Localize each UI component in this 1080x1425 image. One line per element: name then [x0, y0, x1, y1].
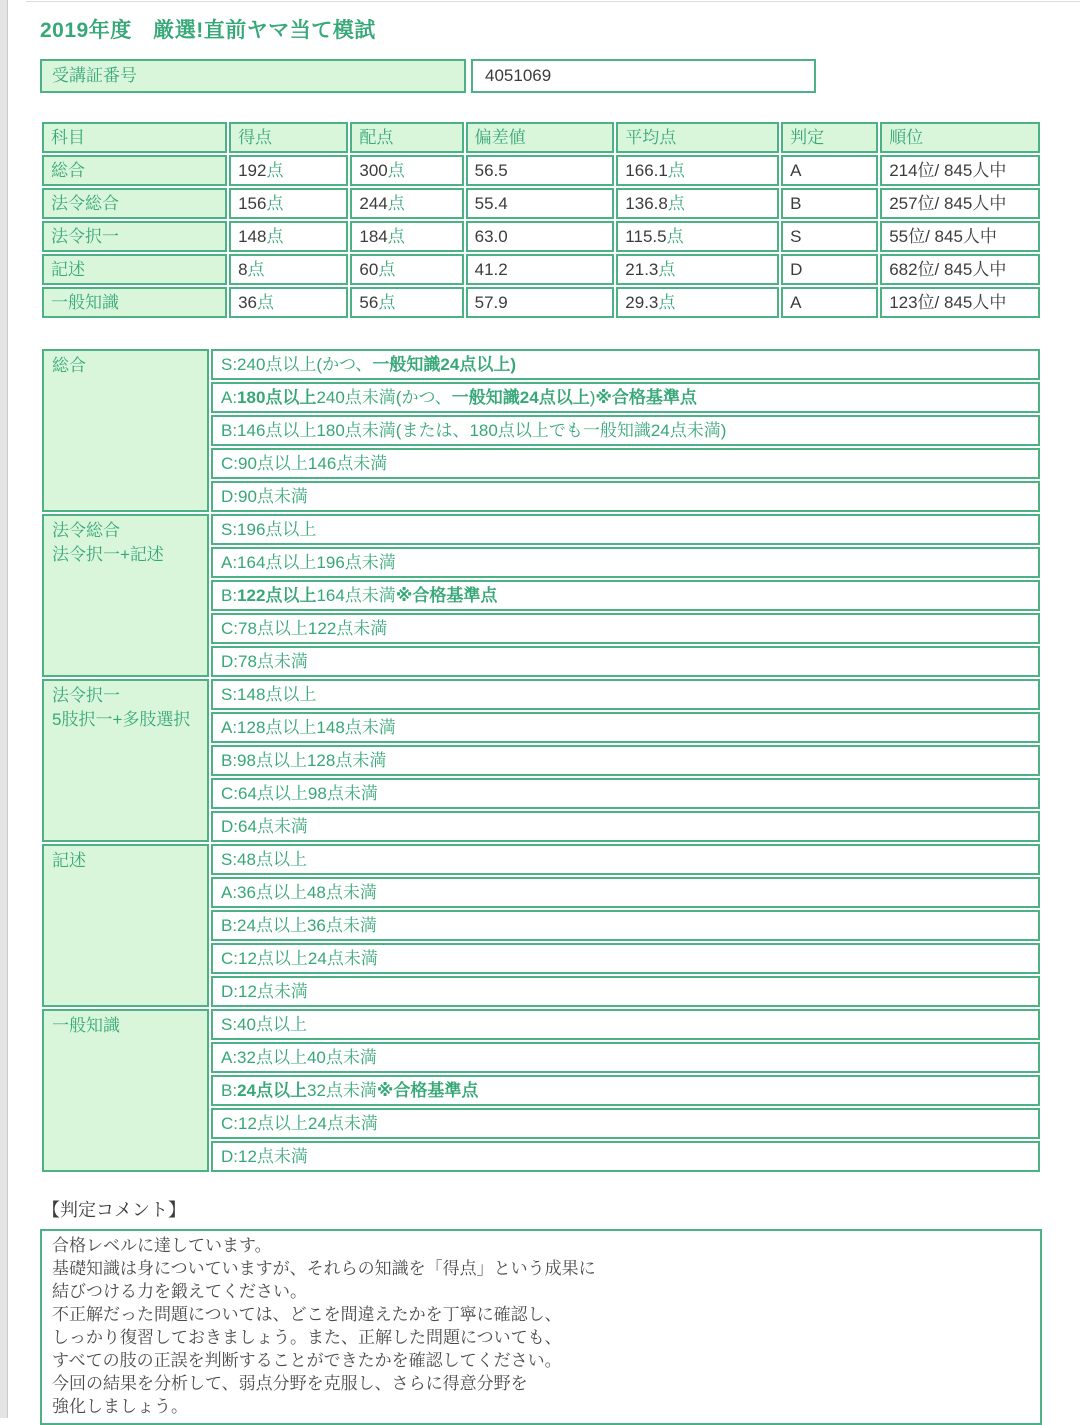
max-score-cell — [350, 254, 463, 285]
criteria-section-label — [42, 679, 209, 842]
average-cell-number: 166.1 — [625, 161, 668, 180]
criteria-text-cell — [211, 1042, 1040, 1073]
criteria-text-segment: S:240点以上(かつ、 — [221, 355, 373, 374]
criteria-row — [42, 349, 1040, 380]
score-column-header: 偏差値 — [466, 122, 615, 153]
max-score-cell — [350, 155, 463, 186]
score-row — [42, 287, 1040, 318]
max-score-cell-number: 56 — [359, 293, 379, 312]
average-cell-number: 21.3 — [625, 260, 659, 279]
criteria-text-cell — [211, 811, 1040, 842]
criteria-text-cell — [211, 349, 1040, 380]
score-cell — [229, 254, 348, 285]
criteria-text-cell — [211, 448, 1040, 479]
score-row — [42, 254, 1040, 285]
subject-cell: 総合 — [42, 155, 227, 186]
criteria-text-segment: S:196点以上 — [221, 520, 317, 539]
criteria-section-label — [42, 514, 209, 677]
score-cell-number: 36 — [238, 293, 257, 312]
criteria-text-segment: ) — [589, 388, 596, 407]
comment-line: 今回の結果を分析して、弱点分野を克服し、さらに得意分野を — [52, 1374, 528, 1393]
max-score-cell-unit: 点 — [378, 293, 396, 312]
criteria-text-segment: D:12点未満 — [221, 1147, 308, 1166]
max-score-cell-number: 60 — [359, 260, 379, 279]
score-column-header: 配点 — [350, 122, 463, 153]
criteria-text-cell — [211, 712, 1040, 743]
criteria-text-cell — [211, 679, 1040, 710]
deviation-cell: 55.4 — [466, 188, 615, 219]
comment-line: 強化しましょう。 — [52, 1397, 188, 1416]
criteria-text-cell — [211, 877, 1040, 908]
criteria-row — [42, 514, 1040, 545]
criteria-text-segment: D:12点未満 — [221, 982, 308, 1001]
criteria-text-segment: ※合格基準点 — [395, 586, 498, 605]
grade-cell: A — [781, 155, 878, 186]
max-score-cell-unit: 点 — [387, 194, 405, 213]
criteria-row — [42, 1009, 1040, 1040]
criteria-text-cell — [211, 745, 1040, 776]
comment-heading: 【判定コメント】 — [42, 1200, 186, 1220]
criteria-text-segment: C:78点以上122点未満 — [221, 619, 388, 638]
criteria-section-label-line: 法令択一 — [52, 686, 120, 705]
criteria-text-segment: ※合格基準点 — [376, 1081, 479, 1100]
score-row — [42, 221, 1040, 252]
deviation-cell: 57.9 — [466, 287, 615, 318]
criteria-text-segment: A:36点以上48点未満 — [221, 883, 377, 902]
average-cell-number: 115.5 — [625, 227, 667, 246]
criteria-section-label-line: 法令択一+記述 — [52, 545, 164, 564]
score-column-header: 順位 — [880, 122, 1040, 153]
criteria-section-label — [42, 1009, 209, 1172]
average-cell — [616, 221, 779, 252]
criteria-text-cell — [211, 1108, 1040, 1139]
criteria-text-segment: D:90点未満 — [221, 487, 308, 506]
average-cell-unit: 点 — [666, 227, 684, 246]
criteria-text-segment: C:12点以上24点未満 — [221, 949, 378, 968]
score-cell-unit: 点 — [256, 293, 274, 312]
deviation-cell: 63.0 — [466, 221, 615, 252]
score-table-header-row — [42, 122, 1040, 153]
max-score-cell-number: 184 — [359, 227, 388, 246]
comment-line: 不正解だった問題については、どこを間違えたかを丁寧に確認し、 — [52, 1305, 562, 1324]
criteria-text-cell — [211, 547, 1040, 578]
comment-line: 結びつける力を鍛えてください。 — [52, 1282, 307, 1301]
criteria-section-label-line: 記述 — [52, 851, 86, 870]
criteria-text-segment: S:148点以上 — [221, 685, 317, 704]
criteria-text-segment: ※合格基準点 — [595, 388, 697, 407]
average-cell-unit: 点 — [667, 194, 685, 213]
criteria-text-cell — [211, 778, 1040, 809]
score-cell-number: 156 — [238, 194, 267, 213]
average-cell-unit: 点 — [658, 293, 676, 312]
criteria-text-cell — [211, 976, 1040, 1007]
subject-cell: 記述 — [42, 254, 227, 285]
criteria-row — [42, 679, 1040, 710]
criteria-text-segment: A:32点以上40点未満 — [221, 1048, 377, 1067]
criteria-text-segment: C:12点以上24点未満 — [221, 1114, 378, 1133]
criteria-section-label — [42, 349, 209, 512]
rank-cell: 55位/ 845人中 — [880, 221, 1040, 252]
criteria-section-label-line: 一般知識 — [52, 1016, 120, 1035]
criteria-text-segment: 32点未満 — [306, 1081, 377, 1100]
comment-line: すべての肢の正誤を判断することができたかを確認してください。 — [52, 1351, 562, 1370]
student-number-label: 受講証番号 — [40, 59, 466, 93]
criteria-text-cell — [211, 1075, 1040, 1106]
criteria-text-cell — [211, 514, 1040, 545]
average-cell — [616, 188, 779, 219]
max-score-cell-unit: 点 — [387, 227, 405, 246]
criteria-text-segment: B:146点以上180点未満(または、180点以上でも一般知識24点未満) — [221, 421, 727, 440]
rank-cell: 257位/ 845人中 — [880, 188, 1040, 219]
criteria-text-segment: B:24点以上36点未満 — [221, 916, 377, 935]
score-cell-unit: 点 — [266, 227, 284, 246]
grade-cell: A — [781, 287, 878, 318]
student-number-value: 4051069 — [471, 59, 816, 93]
criteria-text-cell — [211, 613, 1040, 644]
criteria-text-cell — [211, 646, 1040, 677]
average-cell-number: 136.8 — [625, 194, 668, 213]
rank-cell: 682位/ 845人中 — [880, 254, 1040, 285]
criteria-text-segment: D:64点未満 — [221, 817, 308, 836]
average-cell — [616, 254, 779, 285]
criteria-text-segment: 122点以上 — [237, 586, 317, 605]
criteria-text-cell — [211, 943, 1040, 974]
comment-box — [40, 1229, 1042, 1425]
criteria-text-segment: 180点以上 — [237, 388, 317, 407]
criteria-text-segment: D:78点未満 — [221, 652, 308, 671]
criteria-text-segment: B: — [221, 1081, 238, 1100]
criteria-text-segment: B:98点以上128点未満 — [221, 751, 387, 770]
subject-cell: 法令択一 — [42, 221, 227, 252]
criteria-text-segment: 164点未満 — [316, 586, 396, 605]
average-cell — [616, 155, 779, 186]
criteria-text-segment: C:64点以上98点未満 — [221, 784, 378, 803]
subject-cell: 一般知識 — [42, 287, 227, 318]
criteria-text-segment: 240点未満(かつ、 — [316, 388, 452, 407]
criteria-text-segment: B: — [221, 586, 238, 605]
criteria-text-cell — [211, 415, 1040, 446]
grade-cell: S — [781, 221, 878, 252]
score-row — [42, 188, 1040, 219]
criteria-table — [40, 347, 1042, 1174]
subject-cell: 法令総合 — [42, 188, 227, 219]
criteria-text-segment: A:164点以上196点未満 — [221, 553, 396, 572]
grade-cell: B — [781, 188, 878, 219]
score-table — [40, 120, 1042, 320]
criteria-text-segment: A: — [221, 388, 238, 407]
score-cell-unit: 点 — [266, 161, 284, 180]
criteria-row — [42, 844, 1040, 875]
criteria-text-segment: S:40点以上 — [221, 1015, 307, 1034]
max-score-cell-number: 300 — [359, 161, 388, 180]
score-column-header: 判定 — [781, 122, 878, 153]
criteria-text-cell — [211, 481, 1040, 512]
max-score-cell — [350, 221, 463, 252]
criteria-text-cell — [211, 580, 1040, 611]
score-cell-number: 148 — [238, 227, 267, 246]
criteria-section-label-line: 総合 — [52, 356, 86, 375]
criteria-text-segment: S:48点以上 — [221, 850, 307, 869]
criteria-text-cell — [211, 382, 1040, 413]
deviation-cell: 56.5 — [466, 155, 615, 186]
deviation-cell: 41.2 — [466, 254, 615, 285]
average-cell-unit: 点 — [667, 161, 685, 180]
score-cell — [229, 221, 348, 252]
criteria-text-cell — [211, 910, 1040, 941]
criteria-text-segment: C:90点以上146点未満 — [221, 454, 388, 473]
criteria-text-cell — [211, 844, 1040, 875]
criteria-text-segment: A:128点以上148点未満 — [221, 718, 396, 737]
score-cell-number: 192 — [238, 161, 267, 180]
score-column-header: 科目 — [42, 122, 227, 153]
rank-cell: 214位/ 845人中 — [880, 155, 1040, 186]
comment-line: 合格レベルに達しています。 — [52, 1236, 272, 1255]
max-score-cell — [350, 188, 463, 219]
score-cell — [229, 287, 348, 318]
score-cell-number: 8 — [238, 260, 248, 279]
top-divider-line — [26, 1, 1080, 2]
left-edge-strip — [0, 0, 8, 1418]
rank-cell: 123位/ 845人中 — [880, 287, 1040, 318]
max-score-cell — [350, 287, 463, 318]
grade-cell: D — [781, 254, 878, 285]
score-cell-unit: 点 — [247, 260, 265, 279]
student-number-row — [40, 59, 1042, 93]
score-row — [42, 155, 1040, 186]
criteria-text-cell — [211, 1009, 1040, 1040]
criteria-text-segment: 一般知識24点以上) — [372, 355, 516, 374]
score-cell — [229, 155, 348, 186]
comment-line: しっかり復習しておきましょう。また、正解した問題についても、 — [52, 1328, 562, 1347]
criteria-text-segment: 24点以上 — [237, 1081, 307, 1100]
page-title: 2019年度 厳選!直前ヤマ当て模試 — [40, 19, 376, 42]
average-cell-number: 29.3 — [625, 293, 659, 312]
average-cell — [616, 287, 779, 318]
criteria-text-cell — [211, 1141, 1040, 1172]
max-score-cell-unit: 点 — [378, 260, 396, 279]
max-score-cell-unit: 点 — [387, 161, 405, 180]
comment-line: 基礎知識は身についていますが、それらの知識を「得点」という成果に — [52, 1259, 596, 1278]
score-cell — [229, 188, 348, 219]
criteria-section-label-line: 法令総合 — [52, 521, 120, 540]
score-cell-unit: 点 — [266, 194, 284, 213]
score-column-header: 得点 — [229, 122, 348, 153]
criteria-section-label-line: 5肢択一+多肢選択 — [52, 710, 191, 729]
criteria-section-label — [42, 844, 209, 1007]
average-cell-unit: 点 — [658, 260, 676, 279]
criteria-text-segment: 一般知識24点以上 — [451, 388, 590, 407]
max-score-cell-number: 244 — [359, 194, 388, 213]
score-column-header: 平均点 — [616, 122, 779, 153]
